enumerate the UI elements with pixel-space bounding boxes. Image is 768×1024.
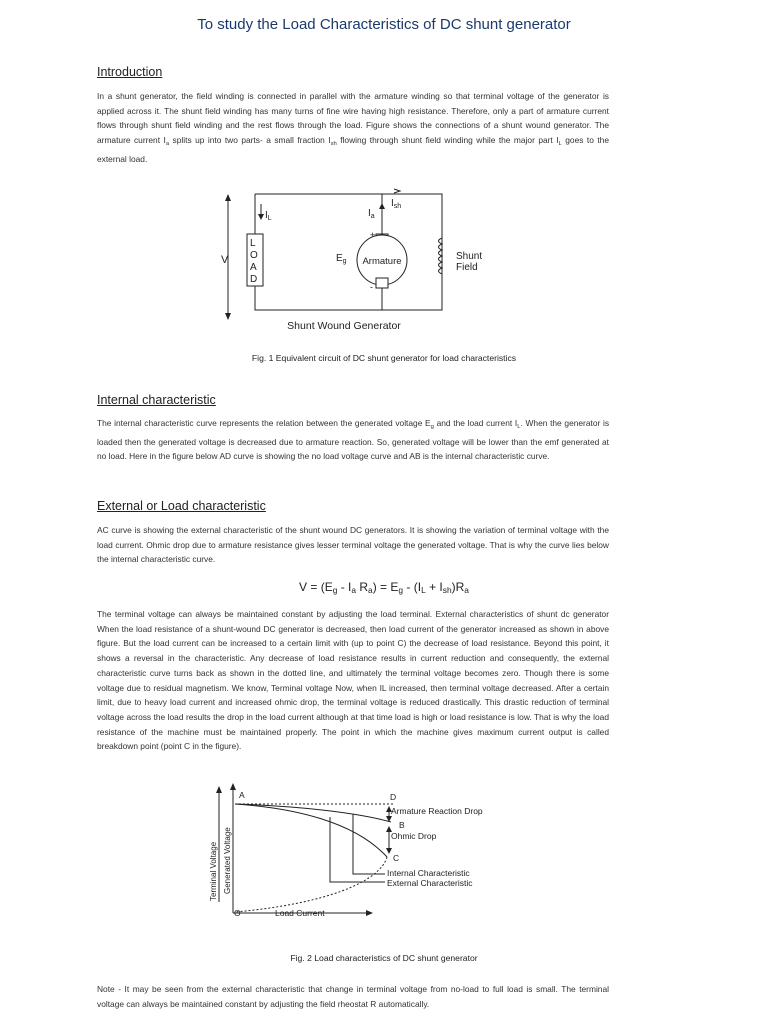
svg-text:O: O: [250, 250, 258, 261]
svg-text:Ia: $I_a$: [368, 208, 375, 220]
svg-text:Internal Characteristic: Internal Characteristic: [387, 868, 470, 878]
figure-1-caption: Fig. 1 Equivalent circuit of DC shunt generator for load characteristics: [251, 353, 517, 363]
svg-text:Eg: $E_g$: [336, 253, 347, 265]
internal-characteristic-heading: Internal characteristic: [97, 393, 216, 407]
svg-text:Field: Field: [456, 262, 478, 273]
svg-text:Terminal Voltage: Terminal Voltage: [209, 841, 218, 901]
page-title: To study the Load Characteristics of DC shunt generator: [197, 16, 571, 33]
svg-text:D: D: [250, 274, 258, 285]
external-characteristic-paragraph-2: The terminal voltage can always be maintained constant by adjusting the load terminal. External characteristics of shunt dc generator When the load resistance of a shunt-wound DC generator is decreased, then load current of the generator increased as shown in above figure. But the load current can be increased to a certain limit with (up to point C) the decrease of load resistance. Beyond this point, it shows a reversal in the characteristic. Any decrease of load resistance results in current reduction and consequently, the external characteristic curve turns back as shown in the dotted line, and ultimately the terminal voltage becomes zero. Though there is some voltage due to residual magnetism. We know, Terminal voltage Now, when IL increased, then terminal voltage decreased. After a certain limit, due to heavy load current and increased ohmic drop, the terminal voltage is reduced drastically. This drastic reduction of terminal voltage across the load results the drop in the load current although at that time load is high or load resistance is low. That is why the load resistance of the machine must be maintained properly. The point in which the machine gives maximum current output is called breakdown point (point C in the figure).: [97, 609, 609, 752]
svg-text:O: O: [234, 908, 241, 918]
svg-text:V: V: [221, 254, 229, 266]
svg-text:Ohmic Drop: Ohmic Drop: [391, 831, 437, 841]
svg-text:A: A: [239, 790, 245, 800]
svg-text:Shunt: Shunt: [456, 251, 483, 262]
internal-characteristic-paragraph: The internal characteristic curve represents the relation between the generated voltage $E_g$ and the load current $I_L$. When the generator is loaded then the generated voltage is decreased due to armature reaction. So, generated voltage will be lower than the emf generated at no load. Here in the figure below AD curve is showing the no load voltage curve and AB is the internal characteristic curve.: [97, 418, 610, 462]
shunt-generator-circuit-diagram: [210, 182, 490, 342]
svg-text:IL: $I_L$: [265, 210, 272, 222]
svg-text:D: D: [390, 792, 397, 802]
introduction-paragraph: In a shunt generator, the field winding is connected in parallel with the armature winding so that terminal voltage of the generator is applied across it. The shunt field winding has many turns of fine wire having high resistance. Therefore, only a part of armature current flows through shunt field winding and the rest flows through the load. Figure shows the connections of a shunt wound generator. The armature current $I_a$ splits up into two parts- a small fraction $I_{sh}$ flowing through shunt field winding while the major part $I_L$ goes to the external load.: [97, 91, 609, 164]
svg-text:Armature: Armature: [362, 256, 402, 267]
svg-text:B: B: [399, 820, 405, 830]
svg-text:Armature Reaction Drop: Armature Reaction Drop: [391, 806, 483, 816]
svg-text:A: A: [250, 262, 257, 273]
introduction-heading: Introduction: [97, 65, 163, 79]
svg-text:C: C: [393, 853, 400, 863]
external-characteristic-heading: External or Load characteristic: [97, 499, 266, 513]
svg-text:Shunt Wound Generator: Shunt Wound Generator: [287, 320, 401, 332]
load-characteristics-diagram: [205, 782, 505, 922]
svg-text:L: L: [250, 238, 256, 249]
svg-text:Load Current: Load Current: [275, 908, 325, 918]
note-paragraph: Note - It may be seen from the external characteristic that change in terminal voltage from no-load to full load is small. The terminal voltage can always be maintained constant by adjusting the field rheostat R automatically.: [97, 984, 609, 1009]
svg-text:Ish: $I_{sh}$: [391, 198, 402, 210]
figure-2-caption: Fig. 2 Load characteristics of DC shunt generator: [290, 953, 478, 963]
terminal-voltage-equation: $V = (E_g - I_a$ $R_a) = E_g - (I_L + I_{sh})R_a$: [299, 580, 469, 595]
svg-text:External Characteristic: External Characteristic: [387, 878, 473, 888]
svg-text:-: -: [370, 282, 373, 292]
external-characteristic-paragraph-1: AC curve is showing the external characteristic of the shunt wound DC generators. It is showing the variation of terminal voltage with the load current. Ohmic drop due to armature resistance gives lesser terminal voltage the generated voltage. That is why the curve lies below the internal characteristic curve.: [97, 525, 609, 565]
svg-text:+: +: [370, 230, 376, 240]
svg-text:Generated Voltage: Generated Voltage: [223, 827, 232, 894]
